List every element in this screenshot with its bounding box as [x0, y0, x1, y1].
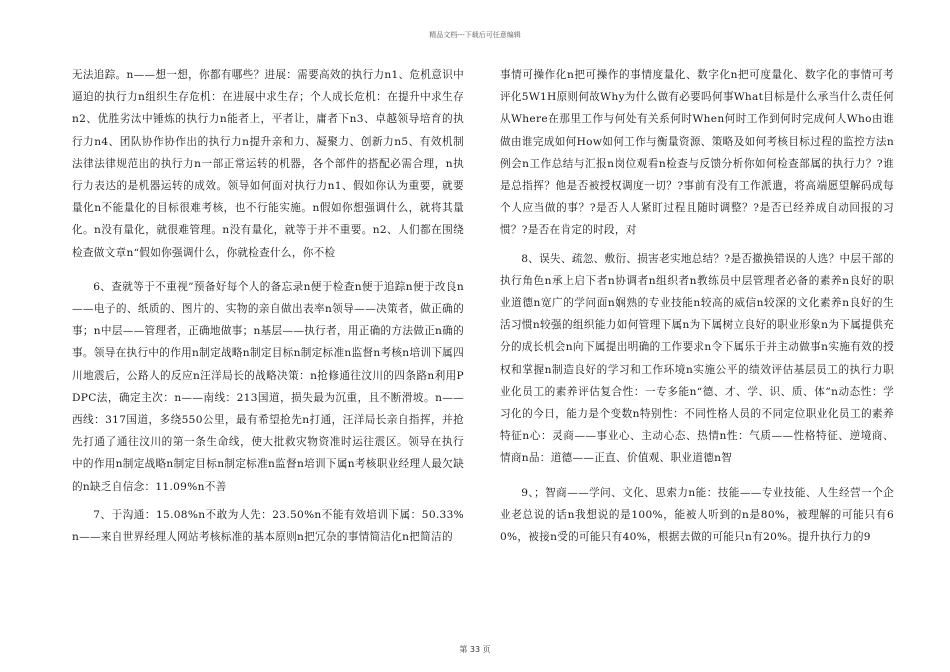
left-paragraph-1: 无法追踪。n——想一想，你都有哪些？进展：需要高效的执行力n1、危机意识中逼迫的执行力n组织生存危机：在进展中求生存；个人成长危机：在提升中求生存n2、优胜劣汰中锤炼的执行力n能者上，平者让，庸者下n3、卓越领导培育的执行力n4、团队协作协作出的执行力n提升亲和力、凝聚力、创新力n5、有效机制法律法律规范出的执行力n一部正常运转的机器，各个部件的搭配必需合理，n执行力表达的是机器运转的成效。领导如何面对执行力n1、假如你认为重要，就要量化n不能量化的目标很难考核，也不行能实施。n假如你想强调什么，就将其量化。n没有量化，就很难管理。n没有量化，就等于并不重要。n2、人们都在围绕检查做文章n“假如你强调什么，你就检查什么，你不检	[72, 69, 464, 259]
right-column	[500, 64, 894, 554]
left-column	[72, 64, 464, 554]
right-paragraph-3: 9、；智商——学问、文化、思索力n能：技能——专业技能、人生经营一个企业老总说的话n我想说的是100%，能被人听到的n是80%，被理解的可能只有60%，被接n受的可能只有40%，根据去做的可能只n有20%。提升执行力的9	[500, 486, 894, 544]
page-number: 第 33 页	[459, 645, 491, 654]
right-paragraph-1: 事情可操作化n把可操作的事情度量化、数字化n把可度量化、数字化的事情可考评化5W1H原则何故Why为什么做有必要吗何事What目标是什么承当什么责任何从Where在那里工作与何处有关系何时When何时工作到何时完成何人Who由谁做由谁完成如何How如何工作与衡量资源、策略及如何考核目标过程的监控方法n例会n工作总结与汇报n岗位观看n检查与反馈分析你如何检查部属的执行力？?谁是总指挥？他是否被授权调度一切？?事前有没有工作派遣，将高端愿望解码成每个人应当做的事？?是否人人紧盯过程且随时调整？?是否已经养成自动回报的习惯？?是否在肯定的时段，对	[500, 69, 894, 237]
page-header: 精品文档---下载后可任意编辑	[429, 31, 521, 39]
right-paragraph-2: 8、误失、疏忽、敷衍、损害老实地总结？?是否撤换错误的人选？中层干部的执行角色n承上启下者n协调者n组织者n教练员中层管理者必备的素养n良好的职业道德n宽广的学问面n娴熟的专业技能n较高的威信n较深的文化素养n良好的生活习惯n较强的组织能力如何管理下属n为下属树立良好的职业形象n为下属提供充分的成长机会n向下属提出明确的工作要求n令下属乐于并主动做事n实施有效的授权和掌握n制造良好的学习和工作环境n实施公平的绩效评估基层员工的执行力职业化员工的素养评估复合性：一专多能n“德、才、学、识、质、体”n动态性：学习化的今日，能力是个变数n特别性：不同性格人员的不同定位职业化员工的素养特征n心：灵商——事业心、主动心态、热情n性：气质——性格特征、逆境商、情商n品：道德——正直、价值观、职业道德n智	[500, 252, 894, 465]
left-paragraph-2: 6、查就等于不重视”预备好每个人的备忘录n便于检查n便于追踪n便于改良n——电子的、纸质的、图片的、实物的亲自做出表率n领导——决策者，做正确的事；n中层——管理者，正确地做事；n基层——执行者，用正确的方法做正n确的事。领导在执行中的作用n制定战略n制定目标n制定标准n监督n考核n培训下属四川地震后，公路人的反应n汪洋局长的战略决策：n抢修通往汶川的四条路n利用PDPC法，确定主次：n——南线：213国道，损失最为沉重，且不断滑坡。n——西线：317国道，多绕550公里，最有希望抢先n打通，汪洋局长亲自指挥，并抢先打通了通往汶川的第一条生命线，使大批救灾物资准时运往震区。领导在执行中的作用n制定战略n制定目标n制定标准n监督n培训下属n考核职业经理人最欠缺的n缺乏自信念：11.09%n不善	[72, 280, 464, 493]
left-paragraph-3: 7、于沟通：15.08%n不敢为人先：23.50%n不能有效培训下属：50.33%n——来自世界经理人网站考核标准的基本原则n把冗杂的事情简洁化n把简洁的	[72, 508, 464, 544]
